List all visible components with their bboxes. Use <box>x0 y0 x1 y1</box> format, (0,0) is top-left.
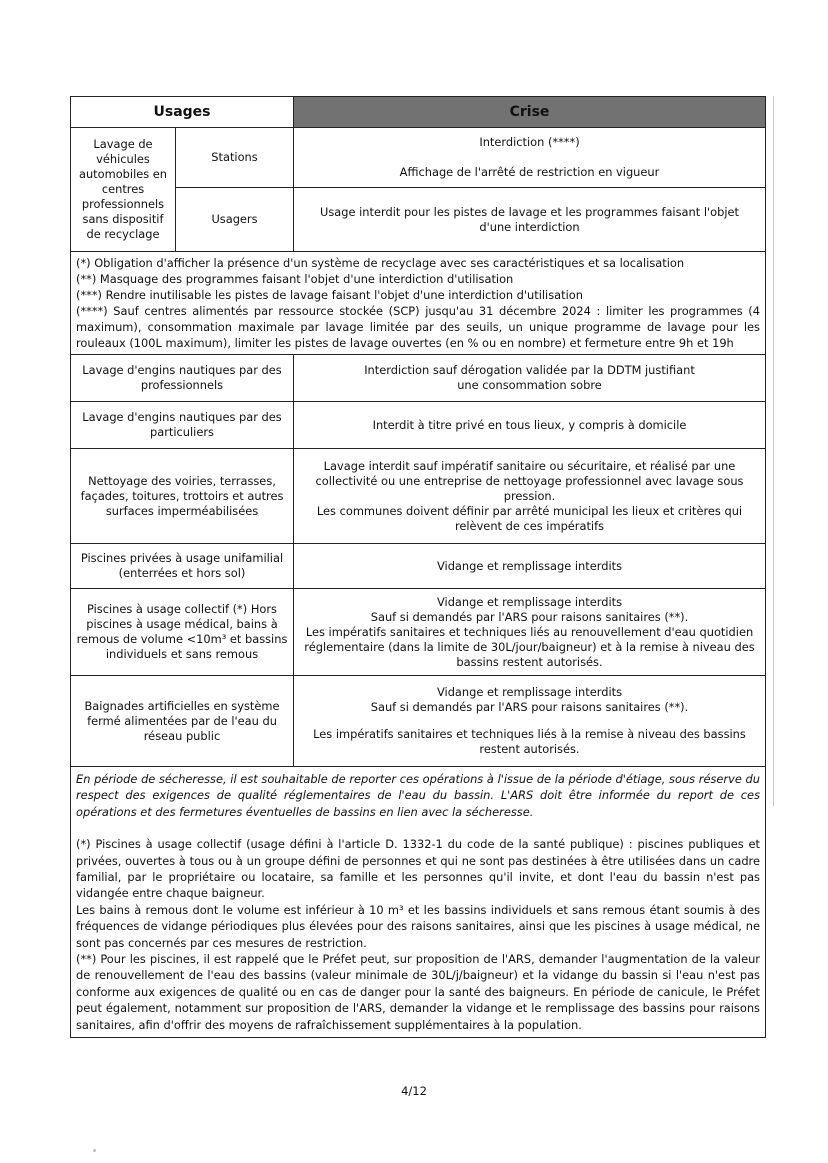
table-row <box>71 355 766 402</box>
crise-baignades-line3: Les impératifs sanitaires et techniques liés à la remise à niveau des bassins restent autorisés. <box>313 727 746 756</box>
restrictions-table <box>70 96 766 1038</box>
crise-baignades <box>294 676 766 767</box>
crise-piscines-collectif <box>294 589 766 676</box>
table-row <box>71 402 766 449</box>
note-3: (***) Rendre inutilisable les pistes de lavage faisant l'objet d'une interdiction d'utilisation <box>76 288 583 302</box>
sub-usage-usagers: Usagers <box>176 188 294 252</box>
header-crise: Crise <box>294 97 766 128</box>
crise-collectif-line1: Vidange et remplissage interdits <box>436 594 623 609</box>
crise-engins-pro: Interdiction sauf dérogation validée par la DDTM justifiant une consommation sobre <box>294 355 766 402</box>
crise-engins-particuliers: Interdit à titre privé en tous lieux, y compris à domicile <box>294 402 766 449</box>
footer-row <box>71 767 766 1038</box>
crise-stations-line1: Interdiction (****) <box>479 135 580 149</box>
crise-stations <box>294 128 766 188</box>
page-number: 4/12 <box>401 1084 427 1098</box>
table-row <box>71 676 766 767</box>
footer-paragraph-1: (*) Piscines à usage collectif (usage défini à l'article D. 1332-1 du code de la santé publique) : piscines publiques et privées, ouvertes à tous ou à un groupe défini de personnes et qui ne sont pas destinées à être utilisées dans un cadre familial, par le propriétaire ou locataire, sa famille et les personnes qu'il invite, et dont l'eau du bassin n'est pas vidangée entre chaque baigneur. <box>76 837 760 901</box>
crise-baignades-line2: Sauf si demandés par l'ARS pour raisons sanitaires (**). <box>370 700 689 714</box>
usage-piscines-collectif: Piscines à usage collectif (*) Hors piscines à usage médical, bains à remous de volume <10m³ et bassins individuels et sans remous <box>71 589 294 676</box>
crise-usagers: Usage interdit pour les pistes de lavage et les programmes faisant l'objet d'une interdiction <box>294 188 766 252</box>
table-row <box>71 449 766 544</box>
crise-nettoyage-voiries <box>294 449 766 544</box>
crise-collectif-line2: Sauf si demandés par l'ARS pour raisons sanitaires (**). <box>370 609 689 624</box>
header-usages: Usages <box>71 97 294 128</box>
table-row <box>71 589 766 676</box>
usage-engins-particuliers: Lavage d'engins nautiques par des particuliers <box>71 402 294 449</box>
notes-row <box>71 252 766 355</box>
footer-italic-note: En période de sécheresse, il est souhaitable de reporter ces opérations à l'issue de la période d'étiage, sous réserve du respect des exigences de qualité réglementaires de l'eau du bassin. L'ARS doit être informée du report de ces opérations et des fermetures éventuelles de bassins en lien avec la sécheresse. <box>76 772 760 819</box>
footer-paragraph-3: (**) Pour les piscines, il est rappelé que le Préfet peut, sur proposition de l'ARS, demander l'augmentation de la valeur de renouvellement de l'eau des bassins (valeur minimale de 30L/j/baigneur) et la vidange du bassin si l'eau n'est pas conforme aux exigences de qualité ou en cas de danger pour la santé des baigneurs. En période de canicule, le Préfet peut également, notamment sur proposition de l'ARS, demander la vidange et le remplissage des bassins pour raisons sanitaires, afin d'offrir des moyens de rafraîchissement supplémentaires à la population. <box>76 952 760 1032</box>
scan-edge-line <box>773 96 774 806</box>
note-1: (*) Obligation d'afficher la présence d'un système de recyclage avec ses caractéristiques et sa localisation <box>76 256 685 270</box>
crise-nettoyage-line1: Lavage interdit sauf impératif sanitaire ou sécuritaire, et réalisé par une collectivité ou une entreprise de nettoyage professionnel avec lavage sous pression. <box>315 458 744 503</box>
footer-paragraph-2: Les bains à remous dont le volume est inférieur à 10 m³ et les bassins individuels et sans remous étant soumis à des fréquences de vidange périodiques plus élevées pour des raisons sanitaires, ainsi que les piscines à usage médical, ne sont pas concernés par ces mesures de restriction. <box>76 902 760 950</box>
usage-engins-pro: Lavage d'engins nautiques par des professionnels <box>71 355 294 402</box>
sub-usage-stations: Stations <box>176 128 294 188</box>
notes-cell <box>71 252 766 355</box>
table-header-row <box>71 97 766 128</box>
note-2: (**) Masquage des programmes faisant l'objet d'une interdiction d'utilisation <box>76 272 514 286</box>
crise-collectif-line3: Les impératifs sanitaires et techniques liés au renouvellement d'eau quotidien réglementaire (dans la limite de 30L/jour/baigneur) et à la remise à niveau des bassins restent autorisés. <box>304 624 755 669</box>
scan-speck <box>93 1149 96 1152</box>
crise-nettoyage-line2: Les communes doivent définir par arrêté municipal les lieux et critères qui relèvent de ces impératifs <box>316 503 743 533</box>
crise-stations-line2: Affichage de l'arrêté de restriction en vigueur <box>399 165 660 179</box>
usage-piscines-privees: Piscines privées à usage unifamilial (enterrées et hors sol) <box>71 544 294 589</box>
crise-piscines-privees: Vidange et remplissage interdits <box>294 544 766 589</box>
usage-nettoyage-voiries: Nettoyage des voiries, terrasses, façades, toitures, trottoirs et autres surfaces imperméabilisées <box>71 449 294 544</box>
table-row <box>71 544 766 589</box>
usage-lavage-vehicules: Lavage de véhicules automobiles en centres professionnels sans dispositif de recyclage <box>71 128 176 252</box>
usage-baignades: Baignades artificielles en système fermé alimentées par de l'eau du réseau public <box>71 676 294 767</box>
crise-baignades-line1: Vidange et remplissage interdits <box>436 685 623 699</box>
footer-cell <box>71 767 766 1038</box>
note-4: (****) Sauf centres alimentés par ressource stockée (SCP) jusqu'au 31 décembre 2024 : limiter les programmes (4 maximum), consommation maximale par lavage limitée par des seuils, un unique programme de lavage pour les rouleaux (100L maximum), limiter les pistes de lavage ouvertes (en % ou en nombre) et fermeture entre 9h et 19h <box>76 304 760 350</box>
table-row <box>71 188 766 252</box>
table-row <box>71 128 766 188</box>
